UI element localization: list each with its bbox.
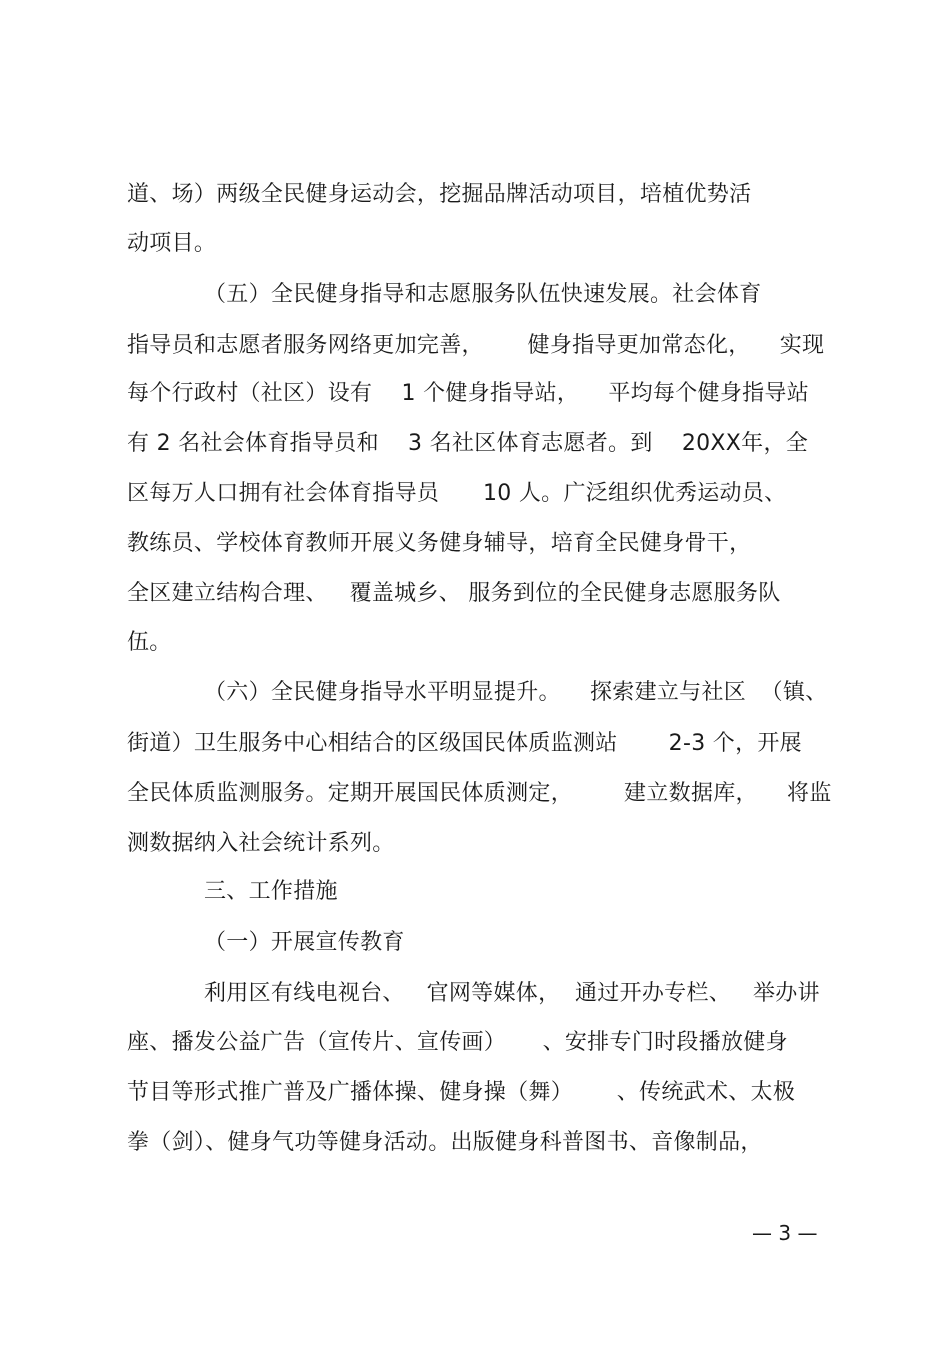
paragraph-heading: （六）全民健身指导水平明显提升。 探索建立与社区 （镇、 <box>204 680 828 705</box>
text-line: 道、场）两级全民健身运动会，挖掘品牌活动项目，培植优势活 <box>127 182 752 207</box>
text-line: 全区建立结构合理、 覆盖城乡、 服务到位的全民健身志愿服务队 <box>127 581 781 606</box>
text-line: 利用区有线电视台、 官网等媒体， 通过开办专栏、 举办讲 <box>204 981 820 1006</box>
text-line: 节目等形式推广普及广播体操、健身操（舞） 、传统武术、太极 <box>127 1080 796 1105</box>
paragraph-heading: （五）全民健身指导和志愿服务队伍快速发展。社会体育 <box>204 282 762 307</box>
text-line: 教练员、学校体育教师开展义务健身辅导，培育全民健身骨干， <box>127 531 752 556</box>
subsection-heading: （一）开展宣传教育 <box>204 930 405 955</box>
text-line: 动项目。 <box>127 231 217 256</box>
text-line: 伍。 <box>127 630 172 655</box>
text-line: 全民体质监测服务。定期开展国民体质测定， 建立数据库， 将监 <box>127 781 832 806</box>
section-heading: 三、工作措施 <box>204 879 338 904</box>
text-line: 街道）卫生服务中心相结合的区级国民体质监测站 2-3 个，开展 <box>127 731 802 756</box>
text-line: 区每万人口拥有社会体育指导员 10 人。广泛组织优秀运动员、 <box>127 481 787 506</box>
text-line: 拳（剑）、健身气功等健身活动。出版健身科普图书、音像制品， <box>127 1130 763 1155</box>
text-line: 有 2 名社会体育指导员和 3 名社区体育志愿者。到 20XX年，全 <box>127 431 809 456</box>
text-line: 座、播发公益广告（宣传片、宣传画） 、安排专门时段播放健身 <box>127 1030 788 1055</box>
text-line: 测数据纳入社会统计系列。 <box>127 831 395 856</box>
text-line: 指导员和志愿者服务网络更加完善， 健身指导更加常态化， 实现 <box>127 333 825 358</box>
page-number: — 3 — <box>752 1221 818 1245</box>
text-line: 每个行政村（社区）设有 1 个健身指导站， 平均每个健身指导站 <box>127 381 810 406</box>
